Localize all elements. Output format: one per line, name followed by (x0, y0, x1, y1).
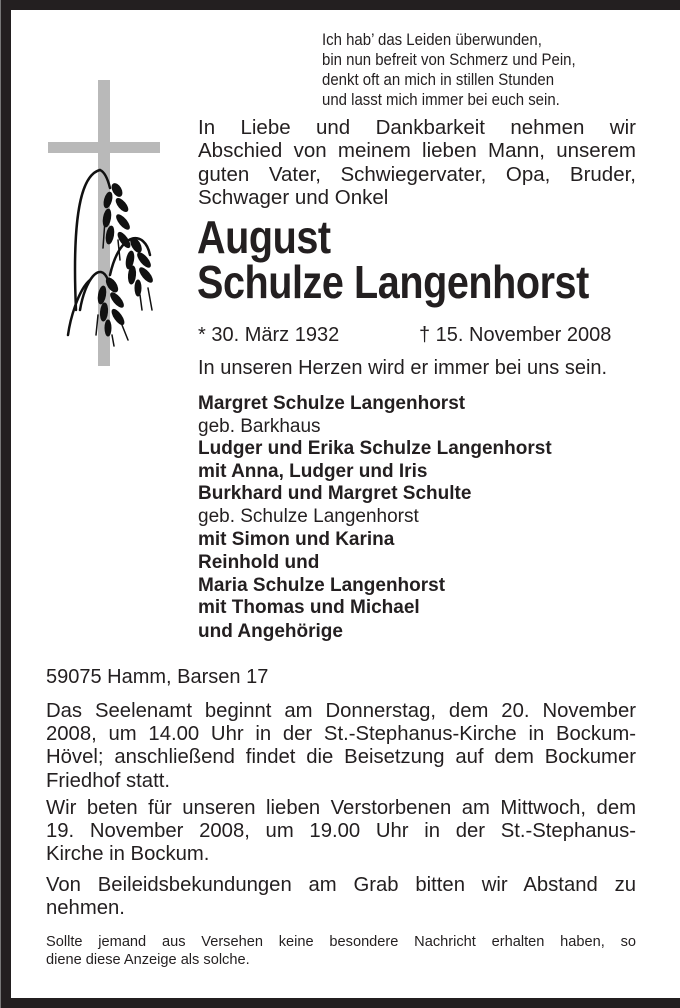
prayer-paragraph (46, 797, 636, 867)
family-member: Reinhold und (198, 552, 320, 574)
birth-date: * 30. März 1932 (198, 324, 340, 346)
paragraph-line: Wir beten für unseren lieben Verstorbenen am Mittwoch, dem (46, 797, 636, 819)
cross-icon-horizontal-bar (48, 142, 160, 153)
intro-line: Schwager und Onkel (198, 185, 389, 209)
family-member: Burkhard und Margret Schulte (198, 483, 472, 505)
footnote (46, 933, 636, 969)
family-member: Margret Schulze Langenhorst (198, 393, 466, 414)
paragraph-line: Das Seelenamt beginnt am Donnerstag, dem 20. November (46, 700, 636, 722)
family-member-note: geb. Barkhaus (198, 415, 321, 437)
address: 59075 Hamm, Barsen 17 (46, 666, 269, 688)
deceased-first-name: August (197, 211, 331, 263)
death-date: † 15. November 2008 (419, 324, 612, 346)
family-member: mit Anna, Ludger und Iris (198, 460, 428, 482)
paragraph-line: Von Beileidsbekundungen am Grab bitten wir Abstand zu (46, 874, 636, 896)
paragraph-line: 2008, um 14.00 Uhr in der St.-Stephanus-Kirche in Bockum- (46, 723, 636, 746)
poem-line: bin nun befreit von Schmerz und Pein, (322, 50, 576, 69)
family-member-note: geb. Schulze Langenhorst (198, 505, 419, 527)
funeral-mass-paragraph (46, 700, 636, 793)
intro-line: In Liebe und Dankbarkeit nehmen wir (198, 116, 636, 139)
family-member: und Angehörige (198, 620, 343, 642)
condolence-paragraph (46, 874, 636, 920)
wheat-ears-icon (60, 160, 170, 350)
poem-line: und lasst mich immer bei euch sein. (322, 90, 560, 109)
family-member: Maria Schulze Langenhorst (198, 574, 446, 596)
paragraph-line: Kirche in Bockum. (46, 843, 210, 866)
intro-line: Abschied von meinem lieben Mann, unserem (198, 139, 636, 163)
family-member: mit Thomas und Michael (198, 597, 420, 619)
family-member: mit Simon und Karina (198, 528, 395, 550)
paragraph-line: nehmen. (46, 897, 125, 920)
intro-line: guten Vater, Schwiegervater, Opa, Bruder, (198, 162, 636, 186)
family-member: Ludger und Erika Schulze Langenhorst (198, 438, 552, 460)
motto: In unseren Herzen wird er immer bei uns sein. (198, 357, 608, 379)
paragraph-line: 19. November 2008, um 19.00 Uhr in der St.-Stephanus- (46, 820, 636, 843)
poem-line: Ich hab’ das Leiden überwunden, (322, 30, 542, 49)
poem-line: denkt oft an mich in stillen Stunden (322, 70, 555, 89)
family-list (198, 393, 552, 644)
poem (322, 30, 610, 110)
paragraph-line: Hövel; anschließend findet die Beisetzung auf dem Bockumer (46, 746, 636, 769)
paragraph-line: Friedhof statt. (46, 769, 170, 792)
footnote-line: diene diese Anzeige als solche. (46, 952, 250, 968)
intro-paragraph (198, 116, 636, 209)
footnote-line: Sollte jemand aus Versehen keine besondere Nachricht erhalten haben, so (46, 934, 636, 950)
deceased-last-name: Schulze Langenhorst (197, 256, 589, 308)
